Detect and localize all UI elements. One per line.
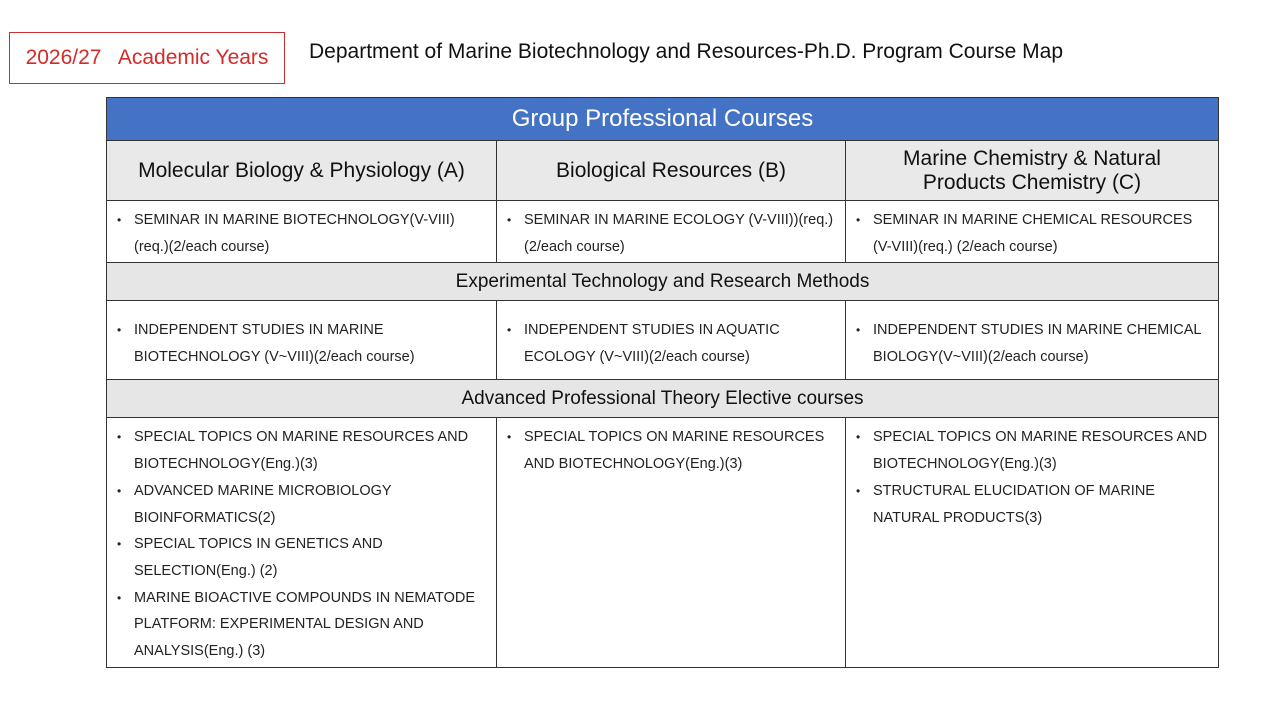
course-list [846, 301, 1218, 372]
course-item: • SPECIAL TOPICS ON MARINE RESOURCES AND BIOTECHNOLOGY(Eng.)(3) [507, 424, 837, 477]
course-item: • STRUCTURAL ELUCIDATION OF MARINE NATURAL PRODUCTS(3) [856, 478, 1210, 531]
course-item: • SEMINAR IN MARINE CHEMICAL RESOURCES (V-VIII)(req.) (2/each course) [856, 207, 1210, 260]
experimental-cell-a [107, 301, 497, 380]
section-header-advanced: Advanced Professional Theory Elective courses [107, 380, 1219, 418]
seminar-row [107, 201, 1219, 263]
seminar-cell-a [107, 201, 497, 263]
course-list [846, 418, 1218, 533]
seminar-cell-b [497, 201, 846, 263]
column-header-c: Marine Chemistry & Natural Products Chemistry (C) [846, 141, 1219, 201]
section-header-experimental: Experimental Technology and Research Methods [107, 263, 1219, 301]
table-header: Group Professional Courses [107, 98, 1219, 141]
column-header-b: Biological Resources (B) [497, 141, 846, 201]
course-item: • SEMINAR IN MARINE ECOLOGY (V-VIII))(req.)(2/each course) [507, 207, 837, 260]
column-header-a: Molecular Biology & Physiology (A) [107, 141, 497, 201]
course-item: • MARINE BIOACTIVE COMPOUNDS IN NEMATODE PLATFORM: EXPERIMENTAL DESIGN AND ANALYSIS(Eng.) (3) [117, 585, 488, 665]
course-list [107, 418, 496, 666]
experimental-row [107, 301, 1219, 380]
course-item: • INDEPENDENT STUDIES IN AQUATIC ECOLOGY (V~VIII)(2/each course) [507, 317, 837, 370]
advanced-cell-c [846, 418, 1219, 667]
course-list [497, 301, 845, 372]
experimental-cell-b [497, 301, 846, 380]
page-title: Department of Marine Biotechnology and Resources-Ph.D. Program Course Map [309, 40, 1064, 63]
course-list [497, 201, 845, 262]
course-item: • SPECIAL TOPICS IN GENETICS AND SELECTION(Eng.) (2) [117, 531, 488, 584]
seminar-cell-c [846, 201, 1219, 263]
advanced-cell-a [107, 418, 497, 667]
course-item: • SEMINAR IN MARINE BIOTECHNOLOGY(V-VIII)(req.)(2/each course) [117, 207, 488, 260]
course-list [107, 201, 496, 262]
course-list [846, 201, 1218, 262]
course-item: • ADVANCED MARINE MICROBIOLOGY BIOINFORMATICS(2) [117, 478, 488, 531]
advanced-cell-b [497, 418, 846, 667]
advanced-row [107, 418, 1219, 667]
course-map-table [106, 97, 1219, 668]
course-item: • SPECIAL TOPICS ON MARINE RESOURCES AND BIOTECHNOLOGY(Eng.)(3) [856, 424, 1210, 477]
academic-year-badge: 2026/27 Academic Years [9, 32, 285, 84]
course-item: • INDEPENDENT STUDIES IN MARINE BIOTECHNOLOGY (V~VIII)(2/each course) [117, 317, 488, 370]
course-item: • INDEPENDENT STUDIES IN MARINE CHEMICAL BIOLOGY(V~VIII)(2/each course) [856, 317, 1210, 370]
experimental-cell-c [846, 301, 1219, 380]
course-list [497, 418, 845, 479]
course-list [107, 301, 496, 372]
course-item: • SPECIAL TOPICS ON MARINE RESOURCES AND BIOTECHNOLOGY(Eng.)(3) [117, 424, 488, 477]
